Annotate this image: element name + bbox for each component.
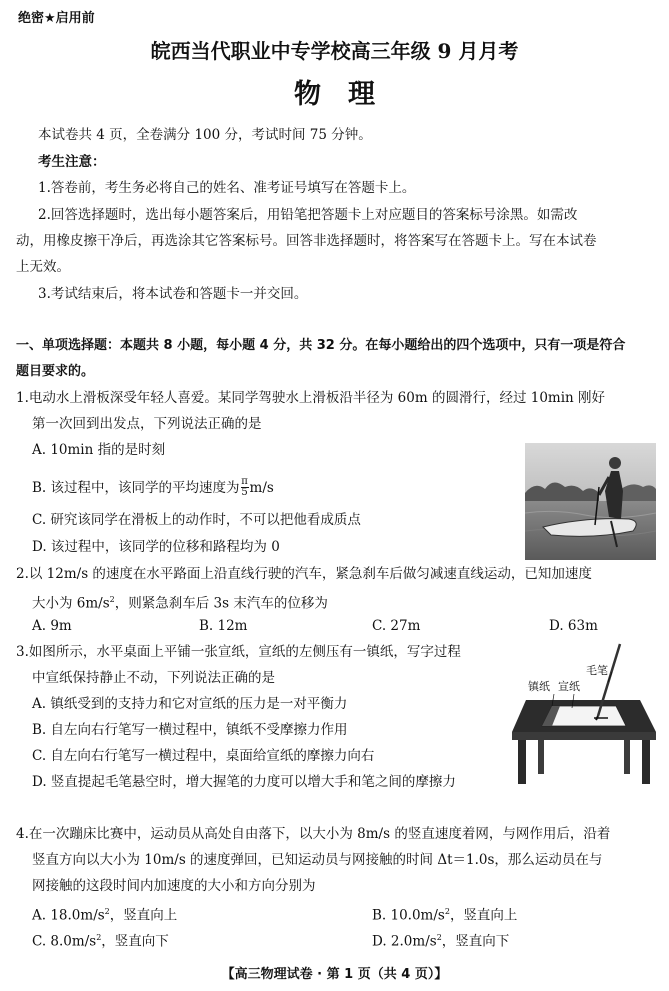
q2-option-c: C. 27m <box>372 618 421 634</box>
q4-option-d-sup: 2 <box>436 933 442 942</box>
q2-stem-superscript: 2 <box>109 595 115 604</box>
fraction-numerator: π <box>241 476 248 487</box>
q4-option-a-value: A. 18.0m/s <box>32 907 105 924</box>
q3-table-figure <box>508 636 658 786</box>
q4-option-a <box>32 903 177 925</box>
q2-stem-line1: 2.以 12m/s 的速度在水平路面上沿直线行驶的汽车，紧急刹车后做匀减速直线运动，已知加速度 <box>16 566 592 582</box>
q4-option-d-dir: ，竖直向下 <box>441 933 510 950</box>
q4-option-b-dir: ，竖直向上 <box>449 907 518 924</box>
q4-stem-line1: 4.在一次蹦床比赛中，运动员从高处自由落下，以大小为 8m/s 的竖直速度着网，与网作用后，沿着 <box>16 826 611 842</box>
q3-option-d: D. 竖直提起毛笔悬空时，增大握笔的力度可以增大手和笔之间的摩擦力 <box>32 774 456 790</box>
q4-option-d-value: D. 2.0m/s <box>372 933 437 950</box>
q4-option-b-value: B. 10.0m/s <box>372 907 445 924</box>
q1-option-b-unit: m/s <box>249 479 274 496</box>
notice-item-2-line2: 动，用橡皮擦干净后，再选涂其它答案标号。回答非选择题时，将答案写在答题卡上。写在本试卷 <box>16 233 597 249</box>
q2-stem-line2 <box>32 591 328 613</box>
figure-label-rice-paper: 宣纸 <box>558 680 580 693</box>
q3-option-b: B. 自左向右行笔写一横过程中，镇纸不受摩擦力作用 <box>32 722 348 738</box>
q4-option-c-dir: ，竖直向下 <box>101 933 169 950</box>
q2-stem-text-b: ，则紧急刹车后 3s 末汽车的位移为 <box>114 595 328 612</box>
q4-stem-line3: 网接触的这段时间内加速度的大小和方向分别为 <box>32 878 316 894</box>
q4-option-c-sup: 2 <box>96 933 102 942</box>
notice-item-2-line1: 2.回答选择题时，选出每小题答案后，用铅笔把答题卡上对应题目的答案标号涂黑。如需改 <box>38 207 578 223</box>
q4-stem-line2: 竖直方向以大小为 10m/s 的速度弹回，已知运动员与网接触的时间 Δt＝1.0s，那么运动员在与 <box>32 852 603 868</box>
q4-option-b-sup: 2 <box>444 907 450 916</box>
secret-mark: 绝密★启用前 <box>18 11 95 26</box>
q1-option-b <box>32 477 274 498</box>
q2-option-a: A. 9m <box>32 618 72 634</box>
section-heading-line1: 一、单项选择题：本题共 8 小题，每小题 4 分，共 32 分。在每小题给出的四个选项中，只有一项是符合 <box>16 338 626 353</box>
exam-summary: 本试卷共 4 页，全卷满分 100 分，考试时间 75 分钟。 <box>38 127 372 143</box>
q4-option-b <box>372 903 517 925</box>
q2-stem-text-a: 大小为 6m/s <box>32 595 110 612</box>
notice-title: 考生注意： <box>38 154 106 170</box>
q4-option-a-sup: 2 <box>104 907 110 916</box>
q1-stem-line2: 第一次回到出发点，下列说法正确的是 <box>32 416 262 432</box>
q4-option-c <box>32 929 169 951</box>
q3-stem-line2: 中宣纸保持静止不动，下列说法正确的是 <box>32 670 275 686</box>
notice-item-3: 3.考试结束后，将本试卷和答题卡一并交回。 <box>38 286 308 302</box>
table-diagram <box>508 636 658 786</box>
q4-option-a-dir: ，竖直向上 <box>109 907 178 924</box>
q3-option-a: A. 镇纸受到的支持力和它对宣纸的压力是一对平衡力 <box>32 696 348 712</box>
surfer-photo-image <box>525 443 656 560</box>
q3-stem-line1: 3.如图所示，水平桌面上平铺一张宣纸，宣纸的左侧压有一镇纸，写字过程 <box>16 644 461 660</box>
q1-option-a: A. 10min 指的是时刻 <box>32 442 166 458</box>
exam-title: 皖西当代职业中专学校高三年级 9 月月考 <box>150 39 519 63</box>
q2-option-d: D. 63m <box>549 618 598 634</box>
q1-option-d: D. 该过程中，该同学的位移和路程均为 0 <box>32 539 280 555</box>
q1-option-c: C. 研究该同学在滑板上的动作时，不可以把他看成质点 <box>32 512 361 528</box>
q4-option-d <box>372 929 509 951</box>
fraction-denominator: 5 <box>241 487 248 498</box>
q1-surfing-photo <box>525 443 656 560</box>
figure-label-brush: 毛笔 <box>586 664 608 677</box>
page-footer: 【高三物理试卷 · 第 1 页（共 4 页）】 <box>221 967 448 982</box>
q1-option-b-fraction <box>241 477 249 498</box>
q3-option-c: C. 自左向右行笔写一横过程中，桌面给宣纸的摩擦力向右 <box>32 748 375 764</box>
q1-stem-line1: 1.电动水上滑板深受年轻人喜爱。某同学驾驶水上滑板沿半径为 60m 的圆滑行，经过 10min 刚好 <box>16 390 606 406</box>
q2-option-b: B. 12m <box>199 618 248 634</box>
figure-label-paperweight: 镇纸 <box>528 680 550 693</box>
q4-option-c-value: C. 8.0m/s <box>32 933 97 950</box>
section-heading-line2: 题目要求的。 <box>16 364 95 379</box>
q1-option-b-text: B. 该过程中，该同学的平均速度为 <box>32 479 240 496</box>
subject-title: 物 理 <box>294 79 375 110</box>
notice-item-1: 1.答卷前，考生务必将自己的姓名、准考证号填写在答题卡上。 <box>38 180 416 196</box>
notice-item-2-line3: 上无效。 <box>16 259 70 275</box>
